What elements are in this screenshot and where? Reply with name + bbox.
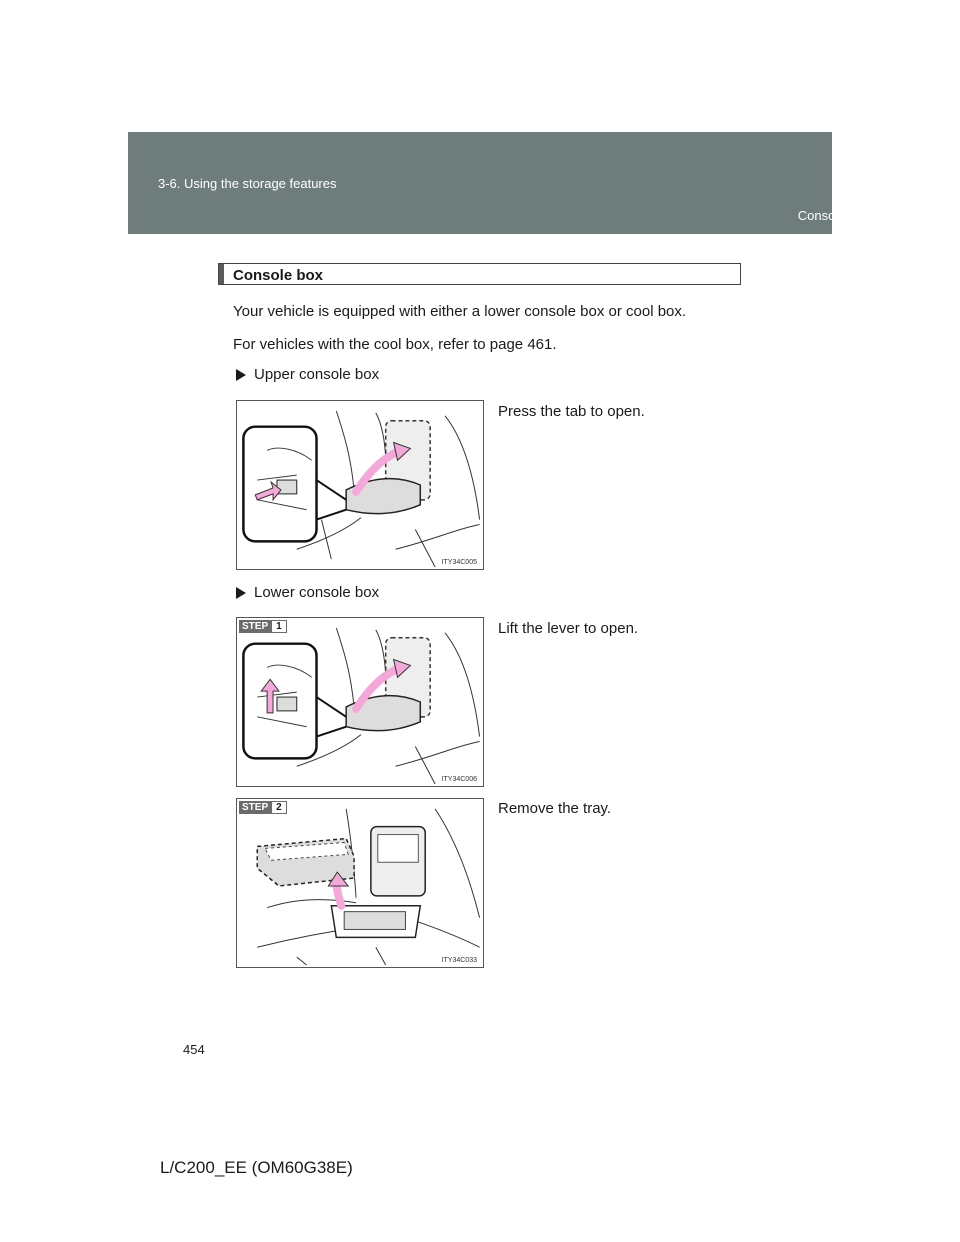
section-heading	[218, 263, 741, 285]
step-2-caption: Remove the tray.	[498, 800, 612, 817]
page-number: 454	[183, 1042, 205, 1057]
section-heading-bar	[219, 264, 224, 284]
tray-removal-illustration-icon	[237, 799, 483, 967]
step-1-caption: Lift the lever to open.	[498, 620, 639, 637]
lower-console-label: Lower console box	[254, 584, 380, 601]
upper-console-label: Upper console box	[254, 366, 380, 383]
console-illustration-icon	[237, 618, 483, 786]
figure-code: ITY34C006	[441, 776, 477, 783]
step-word: STEP	[239, 620, 271, 633]
upper-console-bullet	[236, 366, 379, 383]
figure-lower-console-step-2	[236, 798, 484, 968]
step-number: 2	[271, 801, 287, 814]
step-word: STEP	[239, 801, 271, 814]
figure-code: ITY34C033	[441, 957, 477, 964]
footer-manual-code: L/C200_EE (OM60G38E)	[160, 1158, 353, 1177]
lower-console-bullet	[236, 584, 379, 601]
step-badge-1	[239, 620, 287, 633]
triangle-bullet-icon	[236, 587, 246, 599]
figure-upper-console	[236, 400, 484, 570]
upper-caption: Press the tab to open.	[498, 403, 645, 420]
header-page-title: Console box	[797, 208, 870, 223]
step-badge-2	[239, 801, 287, 814]
console-illustration-icon	[237, 401, 483, 569]
triangle-bullet-icon	[236, 369, 246, 381]
figure-lower-console-step-1	[236, 617, 484, 787]
intro-paragraph-1: Your vehicle is equipped with either a lower console box or cool box.	[233, 303, 687, 320]
intro-paragraph-2: For vehicles with the cool box, refer to page 461.	[233, 336, 557, 353]
figure-code: ITY34C005	[441, 559, 477, 566]
step-number: 1	[271, 620, 287, 633]
section-heading-label: Console box	[233, 267, 324, 284]
header-section-label: 3-6. Using the storage features	[158, 176, 337, 191]
